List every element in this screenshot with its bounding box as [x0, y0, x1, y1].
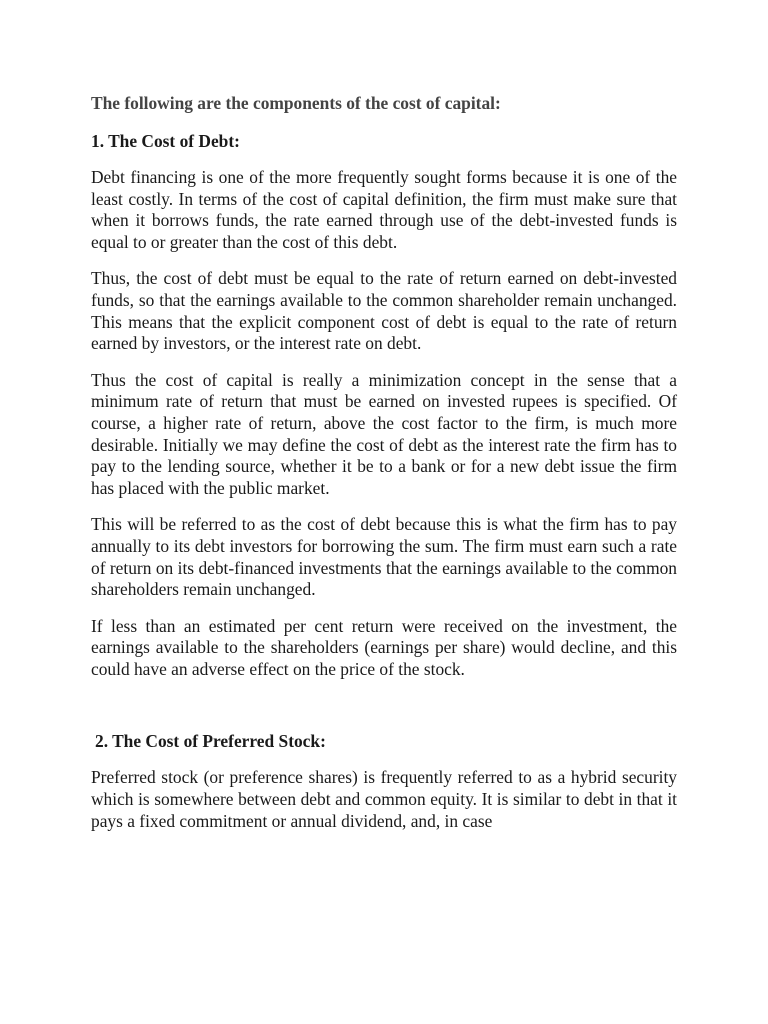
section-heading-cost-of-preferred-stock: 2. The Cost of Preferred Stock: [95, 731, 326, 752]
paragraph: If less than an estimated per cent return were received on the investment, the earnings available to the shareholders (earnings per share) would decline, and this could have an adverse effect on the price of the stock. [91, 615, 677, 679]
paragraph: Debt financing is one of the more frequently sought forms because it is one of the least costly. In terms of the cost of capital definition, the firm must make sure that when it borrows funds, the rate earned through use of the debt-invested funds is equal to or greater than the cost of this debt. [91, 167, 677, 252]
document-page [91, 92, 677, 832]
section-heading-cost-of-debt: 1. The Cost of Debt: [91, 131, 240, 151]
paragraph: Thus the cost of capital is really a minimization concept in the sense that a minimum rate of return that must be earned on invested rupees is specified. Of course, a higher rate of return, above the cost factor to the firm, is much more desirable. Initially we may define the cost of debt as the interest rate the firm has to pay to the lending source, whether it be to a bank or for a new debt issue the firm has placed with the public market. [91, 369, 677, 498]
intro-heading: The following are the components of the cost of capital: [91, 93, 501, 113]
paragraph: Preferred stock (or preference shares) is frequently referred to as a hybrid security which is somewhere between debt and common equity. It is similar to debt in that it pays a fixed commitment or annual dividend, and, in case [91, 767, 677, 831]
paragraph: Thus, the cost of debt must be equal to the rate of return earned on debt-invested funds, so that the earnings available to the common shareholder remain unchanged. This means that the explicit component cost of debt is equal to the rate of return earned by investors, or the interest rate on debt. [91, 268, 677, 354]
paragraph: This will be referred to as the cost of debt because this is what the firm has to pay annually to its debt investors for borrowing the sum. The firm must earn such a rate of return on its debt-financed investments that the earnings available to the common shareholders remain unchanged. [91, 514, 677, 600]
